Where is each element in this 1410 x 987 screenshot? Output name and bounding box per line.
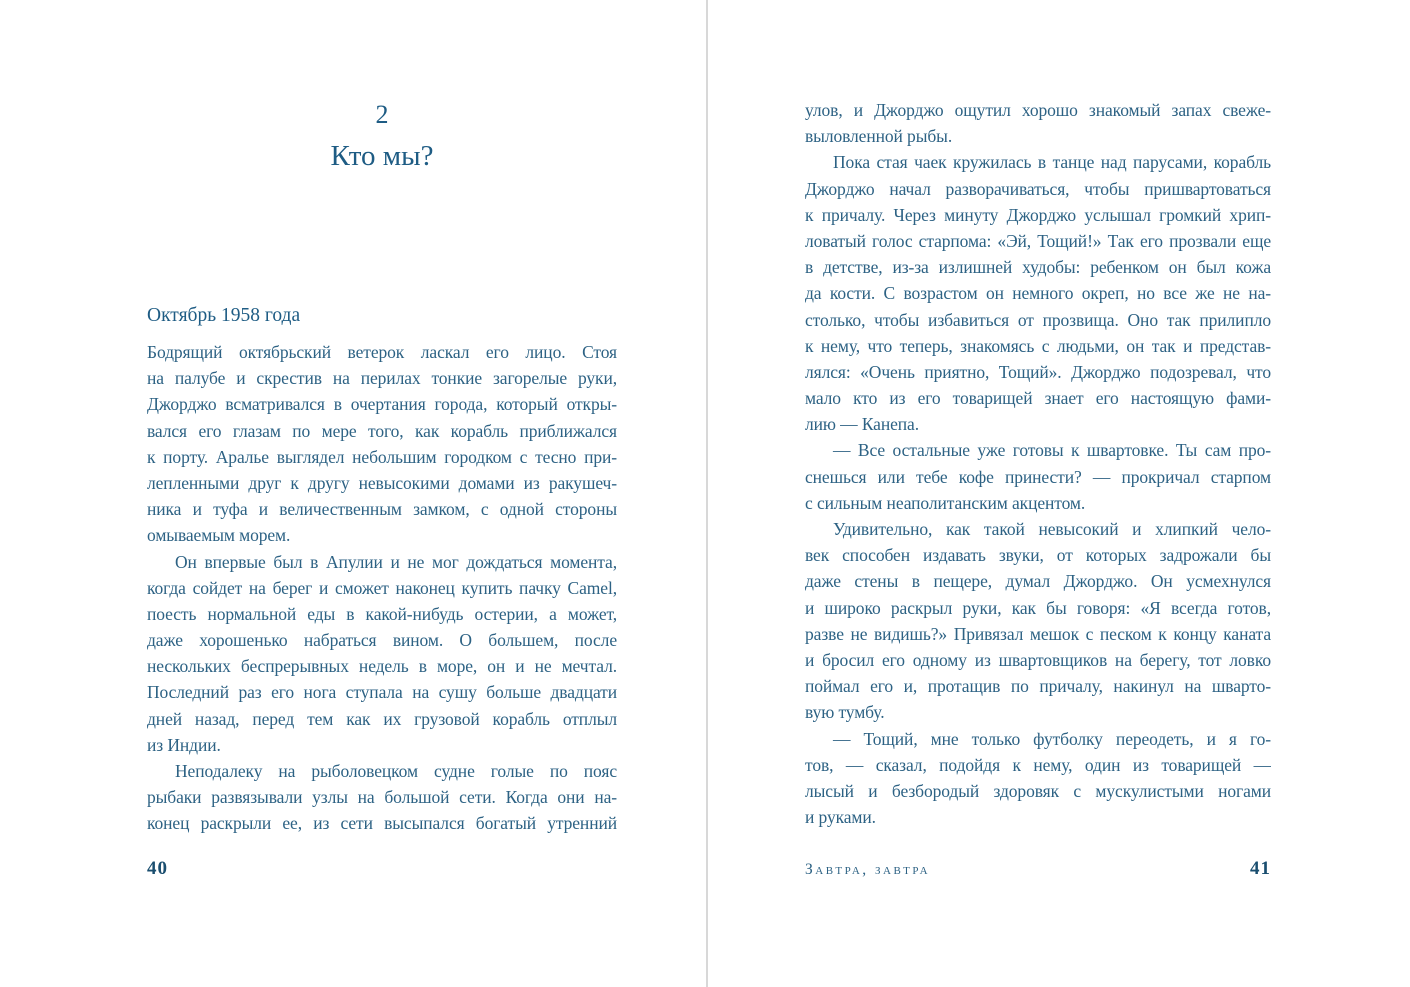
text-line: разве не видишь?» Привязал мешок с песком к концу каната <box>805 623 1271 644</box>
text-line: лепленными друг к другу невысокими домами из ракушеч- <box>147 472 617 493</box>
page-divider <box>706 0 708 987</box>
text-line: — Тощий, мне только футболку переодеть, и я го- <box>833 728 1271 749</box>
text-line: и бросил его одному из швартовщиков на берегу, тот ловко <box>805 649 1271 670</box>
page-body-right <box>805 100 1271 833</box>
text-line: снешься или тебе кофе принести? — прокричал старпом <box>805 466 1271 487</box>
text-line: Пока стая чаек кружилась в танце над парусами, корабль <box>833 152 1271 173</box>
text-line: — Все остальные уже готовы к швартовке. Ты сам про- <box>833 440 1271 461</box>
section-heading: Октябрь 1958 года <box>147 305 301 326</box>
text-line: лялся: «Очень приятно, Тощий». Джорджо подозревал, что <box>805 361 1271 382</box>
text-line: улов, и Джорджо ощутил хорошо знакомый запах свеже- <box>805 100 1271 120</box>
text-line: и руками. <box>805 807 876 828</box>
text-line: даже хорошенько набраться вином. О большем, после <box>147 630 617 651</box>
page-body-left <box>147 342 617 840</box>
text-line: лысый и безбородый здоровяк с мускулистыми ногами <box>805 780 1271 801</box>
text-line: с сильным неаполитанским акцентом. <box>805 492 1086 513</box>
running-title: Завтра, завтра <box>805 861 931 878</box>
text-line: век способен издавать звуки, от которых задрожали бы <box>805 545 1271 566</box>
chapter-number: 2 <box>375 100 389 129</box>
text-line: вую тумбу. <box>805 702 885 723</box>
text-line: мало кто из его товарищей знает его настоящую фами- <box>805 388 1271 409</box>
text-line: лию — Канепа. <box>805 414 919 435</box>
page-number-right: 41 <box>1250 858 1271 879</box>
text-line: дней назад, перед тем как их грузовой корабль отплыл <box>147 708 617 729</box>
text-line: конец раскрыли ее, из сети высыпался богатый утренний <box>147 813 617 834</box>
text-line: к порту. Аралье выглядел небольшим городком с тесно при- <box>147 446 617 467</box>
chapter-title: Кто мы? <box>330 140 434 172</box>
text-line: ника и туфа и величественным замком, с одной стороны <box>147 499 617 520</box>
text-line: к причалу. Через минуту Джорджо услышал громкий хрип- <box>805 204 1271 225</box>
text-line: да кости. С возрастом он немного окреп, но все же не на- <box>805 283 1271 304</box>
text-line: нескольких беспрерывных недель в море, он и не мечтал. <box>147 656 617 677</box>
text-line: омываемым морем. <box>147 525 291 546</box>
text-line: поймал его и, протащив по причалу, накинул на шварто- <box>805 676 1271 697</box>
text-line: Он впервые был в Апулии и не мог дождаться момента, <box>175 551 617 572</box>
text-line: и широко раскрыл руки, как бы говоря: «Я всегда готов, <box>805 597 1271 618</box>
text-line: даже стены в пещере, думал Джорджо. Он усмехнулся <box>805 571 1271 592</box>
right-page <box>805 0 1271 987</box>
text-line: в детстве, из-за излишней худобы: ребенком он был кожа <box>805 257 1271 278</box>
text-line: Джорджо начал разворачиваться, чтобы пришвартоваться <box>805 178 1271 199</box>
text-line: рыбаки развязывали узлы на большой сети. Когда они на- <box>147 787 617 808</box>
text-line: поесть нормальной еды в какой-нибудь остерии, а может, <box>147 603 617 624</box>
text-line: на палубе и скрестив на перилах тонкие загорелые руки, <box>147 368 617 389</box>
text-line: к нему, что теперь, знакомясь с людьми, он так и представ- <box>805 335 1271 356</box>
text-line: Удивительно, как такой невысокий и хлипкий чело- <box>833 519 1271 539</box>
text-line: Неподалеку на рыболовецком судне голые по пояс <box>175 761 617 781</box>
text-line: вался его глазам по мере того, как корабль приближался <box>147 420 617 441</box>
left-page <box>147 0 617 987</box>
text-line: когда сойдет на берег и сможет наконец купить пачку Camel, <box>147 577 617 598</box>
text-line: выловленной рыбы. <box>805 126 953 147</box>
text-line: тов, — сказал, подойдя к нему, один из товарищей — <box>805 754 1271 775</box>
page-number-left: 40 <box>147 858 168 879</box>
text-line: Последний раз его нога ступала на сушу больше двадцати <box>147 682 617 703</box>
text-line: столько, чтобы избавиться от прозвища. Оно так прилипло <box>805 309 1271 330</box>
text-line: Бодрящий октябрьский ветерок ласкал его лицо. Стоя <box>147 342 617 362</box>
text-line: из Индии. <box>147 734 221 755</box>
text-line: Джорджо всматривался в очертания города, который откры- <box>147 394 617 415</box>
text-line: ловатый голос старпома: «Эй, Тощий!» Так его прозвали еще <box>805 230 1271 251</box>
